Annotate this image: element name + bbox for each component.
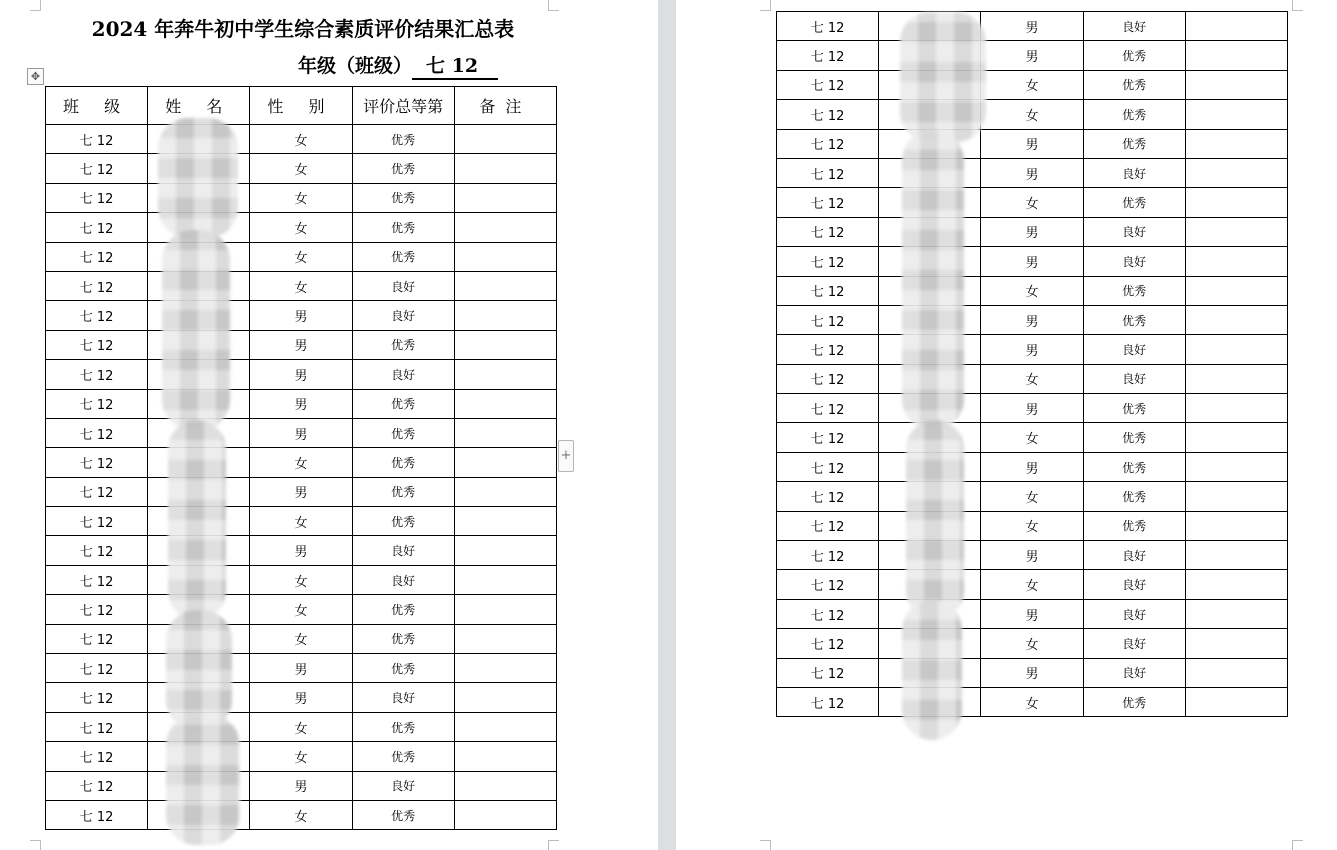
cell-grade: 良好 <box>1083 599 1185 628</box>
cell-gender: 女 <box>250 213 352 242</box>
cell-class: 七 12 <box>46 242 148 271</box>
cell-grade: 优秀 <box>1083 687 1185 716</box>
cell-note <box>1185 364 1287 393</box>
table-row <box>46 125 557 154</box>
cell-note <box>1185 599 1287 628</box>
cell-gender: 男 <box>981 158 1083 187</box>
page-corner-mark <box>30 0 41 11</box>
cell-grade: 优秀 <box>352 183 454 212</box>
grade-class-line <box>298 52 498 80</box>
cell-note <box>1185 511 1287 540</box>
table-row <box>777 482 1288 511</box>
cell-class: 七 12 <box>46 507 148 536</box>
header-class: 班 级 <box>46 87 148 125</box>
cell-class: 七 12 <box>777 129 879 158</box>
cell-grade: 良好 <box>1083 158 1185 187</box>
cell-class: 七 12 <box>777 70 879 99</box>
cell-grade: 良好 <box>352 771 454 800</box>
cell-note <box>454 507 556 536</box>
cell-class: 七 12 <box>46 418 148 447</box>
cell-gender: 男 <box>250 389 352 418</box>
cell-note <box>1185 335 1287 364</box>
cell-grade: 优秀 <box>352 125 454 154</box>
cell-gender: 女 <box>981 100 1083 129</box>
cell-class: 七 12 <box>777 335 879 364</box>
cell-grade: 良好 <box>352 360 454 389</box>
cell-gender: 男 <box>250 301 352 330</box>
cell-grade: 优秀 <box>352 800 454 829</box>
cell-class: 七 12 <box>777 364 879 393</box>
table-row <box>46 183 557 212</box>
cell-class: 七 12 <box>777 658 879 687</box>
header-note: 备注 <box>454 87 556 125</box>
cell-class: 七 12 <box>46 448 148 477</box>
cell-gender: 女 <box>250 154 352 183</box>
table-row <box>777 12 1288 41</box>
grade-class-value: 七 12 <box>412 54 498 80</box>
table-row <box>46 595 557 624</box>
cell-grade: 良好 <box>1083 570 1185 599</box>
table-row <box>777 394 1288 423</box>
cell-gender: 男 <box>981 452 1083 481</box>
name-redaction <box>902 600 962 740</box>
cell-class: 七 12 <box>777 541 879 570</box>
cell-gender: 女 <box>250 595 352 624</box>
cell-note <box>1185 658 1287 687</box>
table-row <box>46 477 557 506</box>
cell-gender: 女 <box>250 800 352 829</box>
cell-class: 七 12 <box>777 570 879 599</box>
cell-grade: 优秀 <box>1083 188 1185 217</box>
cell-class: 七 12 <box>46 183 148 212</box>
cell-grade: 优秀 <box>352 624 454 653</box>
cell-note <box>454 448 556 477</box>
table-row <box>46 771 557 800</box>
cell-gender: 男 <box>981 658 1083 687</box>
table-row <box>46 154 557 183</box>
cell-note <box>1185 687 1287 716</box>
table-row <box>46 389 557 418</box>
cell-gender: 女 <box>250 125 352 154</box>
table-row <box>46 418 557 447</box>
cell-gender: 男 <box>250 683 352 712</box>
cell-gender: 女 <box>981 188 1083 217</box>
cell-gender: 女 <box>250 507 352 536</box>
cell-note <box>454 536 556 565</box>
table-row <box>46 800 557 829</box>
cell-note <box>1185 158 1287 187</box>
cell-grade: 良好 <box>1083 217 1185 246</box>
cell-grade: 良好 <box>1083 335 1185 364</box>
cell-gender: 男 <box>250 360 352 389</box>
cell-grade: 优秀 <box>1083 305 1185 334</box>
cell-class: 七 12 <box>777 305 879 334</box>
cell-class: 七 12 <box>777 511 879 540</box>
cell-gender: 女 <box>981 482 1083 511</box>
name-redaction <box>900 12 986 142</box>
table-row <box>46 536 557 565</box>
cell-grade: 优秀 <box>1083 276 1185 305</box>
cell-grade: 优秀 <box>352 595 454 624</box>
cell-class: 七 12 <box>46 301 148 330</box>
cell-gender: 男 <box>981 247 1083 276</box>
table-row <box>777 100 1288 129</box>
table-row <box>777 541 1288 570</box>
cell-gender: 男 <box>250 330 352 359</box>
table-move-icon[interactable]: ✥ <box>27 68 44 85</box>
name-redaction <box>166 715 240 845</box>
cell-gender: 男 <box>981 599 1083 628</box>
table-row <box>777 364 1288 393</box>
cell-class: 七 12 <box>777 217 879 246</box>
cell-grade: 良好 <box>352 683 454 712</box>
table-header-row <box>46 87 557 125</box>
cell-note <box>454 771 556 800</box>
page-corner-mark <box>1292 0 1303 11</box>
cell-grade: 优秀 <box>1083 100 1185 129</box>
page-separator <box>658 0 676 850</box>
cell-gender: 女 <box>981 423 1083 452</box>
table-row <box>46 360 557 389</box>
cell-note <box>1185 12 1287 41</box>
cell-note <box>454 330 556 359</box>
cell-grade: 良好 <box>352 565 454 594</box>
cell-grade: 优秀 <box>352 242 454 271</box>
cell-class: 七 12 <box>777 452 879 481</box>
cell-class: 七 12 <box>777 12 879 41</box>
table-row <box>46 712 557 741</box>
cell-gender: 女 <box>981 570 1083 599</box>
cell-note <box>1185 394 1287 423</box>
cell-grade: 优秀 <box>352 477 454 506</box>
name-redaction <box>906 420 964 620</box>
cell-grade: 优秀 <box>352 742 454 771</box>
cell-class: 七 12 <box>46 154 148 183</box>
cell-class: 七 12 <box>46 125 148 154</box>
cell-note <box>1185 217 1287 246</box>
cell-grade: 优秀 <box>1083 129 1185 158</box>
cell-note <box>1185 276 1287 305</box>
table-row <box>777 188 1288 217</box>
cell-gender: 男 <box>250 654 352 683</box>
cell-note <box>1185 129 1287 158</box>
cell-grade: 优秀 <box>352 418 454 447</box>
header-name: 姓 名 <box>148 87 250 125</box>
cell-note <box>454 213 556 242</box>
cell-class: 七 12 <box>777 482 879 511</box>
cell-note <box>454 712 556 741</box>
cell-note <box>1185 541 1287 570</box>
cell-gender: 女 <box>981 687 1083 716</box>
cell-class: 七 12 <box>46 712 148 741</box>
cell-grade: 良好 <box>352 301 454 330</box>
cell-note <box>454 271 556 300</box>
cell-class: 七 12 <box>46 536 148 565</box>
cell-class: 七 12 <box>777 188 879 217</box>
cell-gender: 女 <box>981 511 1083 540</box>
cell-grade: 优秀 <box>352 654 454 683</box>
document-page-2 <box>676 0 1337 850</box>
table-row <box>46 654 557 683</box>
page-corner-mark <box>548 0 559 11</box>
cell-note <box>454 800 556 829</box>
add-row-plus-icon[interactable]: + <box>558 440 574 472</box>
cell-note <box>454 125 556 154</box>
cell-class: 七 12 <box>46 271 148 300</box>
cell-gender: 男 <box>981 305 1083 334</box>
table-row <box>777 217 1288 246</box>
cell-class: 七 12 <box>777 423 879 452</box>
cell-grade: 优秀 <box>352 712 454 741</box>
cell-note <box>1185 629 1287 658</box>
results-table <box>45 86 557 830</box>
cell-gender: 女 <box>981 364 1083 393</box>
cell-note <box>1185 423 1287 452</box>
table-row <box>777 305 1288 334</box>
table-row <box>777 41 1288 70</box>
cell-note <box>454 565 556 594</box>
name-redaction <box>158 118 238 238</box>
table-row <box>777 629 1288 658</box>
cell-note <box>454 183 556 212</box>
cell-class: 七 12 <box>46 213 148 242</box>
document-page-1 <box>0 0 658 850</box>
cell-class: 七 12 <box>46 330 148 359</box>
cell-class: 七 12 <box>777 394 879 423</box>
cell-class: 七 12 <box>777 41 879 70</box>
cell-gender: 男 <box>250 536 352 565</box>
table-row <box>777 247 1288 276</box>
table-row <box>46 507 557 536</box>
name-redaction <box>902 130 964 430</box>
page-corner-mark <box>760 0 771 11</box>
cell-class: 七 12 <box>777 247 879 276</box>
cell-note <box>454 242 556 271</box>
cell-class: 七 12 <box>46 595 148 624</box>
cell-grade: 优秀 <box>352 507 454 536</box>
table-row <box>46 742 557 771</box>
cell-gender: 女 <box>250 712 352 741</box>
cell-note <box>454 477 556 506</box>
page-corner-mark <box>30 840 41 850</box>
name-redaction <box>166 610 232 730</box>
table-row <box>46 242 557 271</box>
cell-grade: 良好 <box>1083 629 1185 658</box>
cell-gender: 女 <box>981 276 1083 305</box>
table-row <box>46 448 557 477</box>
cell-note <box>454 418 556 447</box>
cell-gender: 女 <box>250 242 352 271</box>
name-redaction <box>162 230 230 430</box>
cell-gender: 女 <box>981 70 1083 99</box>
cell-grade: 良好 <box>352 271 454 300</box>
cell-note <box>454 624 556 653</box>
page-corner-mark <box>1292 840 1303 850</box>
cell-note <box>454 683 556 712</box>
cell-note <box>454 389 556 418</box>
cell-class: 七 12 <box>777 687 879 716</box>
cell-grade: 良好 <box>1083 247 1185 276</box>
name-redaction <box>168 420 226 620</box>
table-row <box>777 70 1288 99</box>
cell-note <box>1185 100 1287 129</box>
cell-class: 七 12 <box>46 654 148 683</box>
cell-grade: 良好 <box>1083 12 1185 41</box>
cell-gender: 男 <box>981 541 1083 570</box>
cell-gender: 男 <box>250 771 352 800</box>
cell-grade: 优秀 <box>1083 423 1185 452</box>
cell-note <box>454 360 556 389</box>
cell-class: 七 12 <box>46 389 148 418</box>
cell-grade: 优秀 <box>352 213 454 242</box>
cell-gender: 女 <box>250 565 352 594</box>
cell-gender: 女 <box>250 742 352 771</box>
header-gender: 性 别 <box>250 87 352 125</box>
cell-class: 七 12 <box>46 742 148 771</box>
cell-grade: 优秀 <box>1083 41 1185 70</box>
cell-gender: 女 <box>250 271 352 300</box>
cell-gender: 女 <box>250 448 352 477</box>
cell-gender: 男 <box>250 418 352 447</box>
cell-grade: 优秀 <box>352 330 454 359</box>
table-row <box>777 511 1288 540</box>
cell-class: 七 12 <box>777 158 879 187</box>
cell-note <box>454 154 556 183</box>
table-row <box>777 570 1288 599</box>
cell-grade: 良好 <box>1083 658 1185 687</box>
cell-note <box>1185 482 1287 511</box>
table-row <box>46 330 557 359</box>
cell-grade: 良好 <box>352 536 454 565</box>
cell-note <box>1185 247 1287 276</box>
cell-grade: 良好 <box>1083 364 1185 393</box>
table-row <box>46 301 557 330</box>
table-row <box>777 599 1288 628</box>
cell-class: 七 12 <box>46 800 148 829</box>
table-row <box>777 452 1288 481</box>
cell-gender: 男 <box>981 41 1083 70</box>
table-row <box>777 687 1288 716</box>
cell-class: 七 12 <box>46 565 148 594</box>
cell-gender: 女 <box>981 629 1083 658</box>
grade-class-label: 年级（班级） <box>298 55 413 77</box>
cell-grade: 优秀 <box>352 448 454 477</box>
cell-class: 七 12 <box>46 624 148 653</box>
cell-gender: 男 <box>981 217 1083 246</box>
table-row <box>46 683 557 712</box>
table-row <box>777 129 1288 158</box>
cell-gender: 女 <box>250 183 352 212</box>
table-row <box>46 271 557 300</box>
cell-grade: 优秀 <box>1083 394 1185 423</box>
cell-class: 七 12 <box>46 683 148 712</box>
cell-grade: 优秀 <box>352 154 454 183</box>
table-row <box>46 213 557 242</box>
cell-gender: 男 <box>981 394 1083 423</box>
table-row <box>777 158 1288 187</box>
cell-gender: 男 <box>981 12 1083 41</box>
table-row <box>777 423 1288 452</box>
page-corner-mark <box>548 840 559 850</box>
cell-grade: 优秀 <box>1083 70 1185 99</box>
cell-note <box>1185 188 1287 217</box>
results-table-continued <box>776 11 1288 717</box>
document-title: 2024 年奔牛初中学生综合素质评价结果汇总表 <box>91 17 515 41</box>
table-row <box>46 565 557 594</box>
table-row <box>777 276 1288 305</box>
table-row <box>777 335 1288 364</box>
cell-note <box>1185 570 1287 599</box>
cell-grade: 优秀 <box>1083 452 1185 481</box>
cell-note <box>1185 305 1287 334</box>
cell-note <box>454 742 556 771</box>
cell-grade: 优秀 <box>1083 482 1185 511</box>
cell-grade: 优秀 <box>1083 511 1185 540</box>
cell-class: 七 12 <box>777 629 879 658</box>
cell-gender: 女 <box>250 624 352 653</box>
cell-note <box>454 654 556 683</box>
cell-class: 七 12 <box>777 100 879 129</box>
cell-note <box>1185 70 1287 99</box>
header-grade: 评价总等第 <box>352 87 454 125</box>
cell-class: 七 12 <box>46 477 148 506</box>
page-corner-mark <box>760 840 771 850</box>
cell-grade: 优秀 <box>352 389 454 418</box>
cell-grade: 良好 <box>1083 541 1185 570</box>
table-row <box>46 624 557 653</box>
cell-class: 七 12 <box>46 771 148 800</box>
cell-note <box>454 301 556 330</box>
cell-gender: 男 <box>250 477 352 506</box>
cell-gender: 男 <box>981 129 1083 158</box>
cell-class: 七 12 <box>777 599 879 628</box>
cell-note <box>454 595 556 624</box>
cell-class: 七 12 <box>777 276 879 305</box>
cell-note <box>1185 452 1287 481</box>
cell-class: 七 12 <box>46 360 148 389</box>
cell-gender: 男 <box>981 335 1083 364</box>
cell-note <box>1185 41 1287 70</box>
table-row <box>777 658 1288 687</box>
